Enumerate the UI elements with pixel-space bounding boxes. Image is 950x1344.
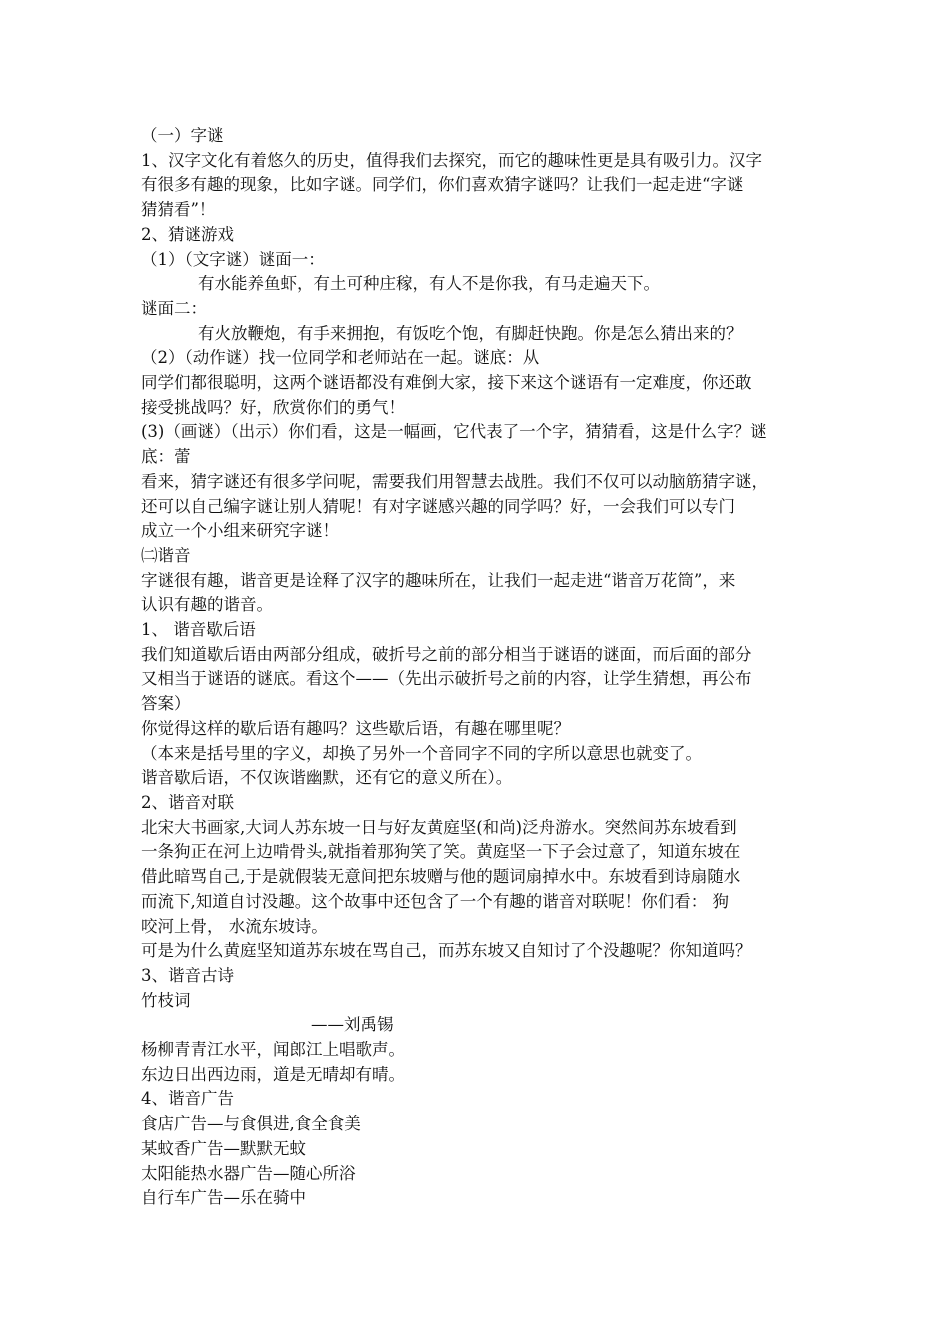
text-line: 我们知道歇后语由两部分组成，破折号之前的部分相当于谜语的谜面，而后面的部分 — [141, 644, 752, 664]
text-line: 又相当于谜语的谜底。看这个——（先出示破折号之前的内容，让学生猜想，再公布 — [141, 669, 752, 689]
text-line: 太阳能热水器广告—随心所浴 — [141, 1163, 356, 1183]
text-line: 咬河上骨， 水流东坡诗。 — [141, 916, 328, 936]
text-line: ——刘禹锡 — [311, 1015, 394, 1035]
text-line: 借此暗骂自己,于是就假装无意间把东坡赠与他的题词扇掉水中。东坡看到诗扇随水 — [141, 867, 741, 887]
text-line: 北宋大书画家,大词人苏东坡一日与好友黄庭坚(和尚)泛舟游水。突然间苏东坡看到 — [141, 817, 737, 837]
text-line: 2、猜谜游戏 — [141, 224, 234, 244]
text-line: 谜面二： — [141, 298, 207, 318]
text-line: ㈡谐音 — [141, 545, 191, 565]
text-line: 杨柳青青江水平，闻郎江上唱歌声。 — [141, 1040, 405, 1060]
text-line: 答案） — [141, 694, 191, 714]
text-line: (3)（画谜）（出示）你们看，这是一幅画，它代表了一个字，猜猜看，这是什么字？谜 — [141, 422, 767, 442]
text-line: 谐音歇后语，不仅诙谐幽默，还有它的意义所在）。 — [141, 768, 513, 788]
text-line: 接受挑战吗？好，欣赏你们的勇气！ — [141, 397, 405, 417]
text-line: 自行车广告—乐在骑中 — [141, 1188, 306, 1208]
text-line: 食店广告—与食俱进,食全食美 — [141, 1114, 361, 1134]
text-line: （本来是括号里的字义，却换了另外一个音同字不同的字所以意思也就变了。 — [141, 743, 702, 763]
text-line: 成立一个小组来研究字谜！ — [141, 521, 339, 541]
text-line: 猜猜看”！ — [141, 200, 216, 220]
text-line: 字谜很有趣，谐音更是诠释了汉字的趣味所在，让我们一起走进“谐音万花筒”，来 — [141, 570, 736, 590]
text-line: 可是为什么黄庭坚知道苏东坡在骂自己，而苏东坡又自知讨了个没趣呢？你知道吗？ — [141, 941, 752, 961]
text-line: 4、谐音广告 — [141, 1089, 234, 1109]
text-line: 东边日出西边雨，道是无晴却有晴。 — [141, 1064, 405, 1084]
text-line: 有水能养鱼虾，有土可种庄稼，有人不是你我，有马走遍天下。 — [198, 274, 660, 294]
text-line: 看来，猜字谜还有很多学问呢，需要我们用智慧去战胜。我们不仅可以动脑筋猜字谜， — [141, 471, 768, 491]
text-line: 有很多有趣的现象，比如字谜。同学们，你们喜欢猜字谜吗？让我们一起走进“字谜 — [141, 175, 744, 195]
text-line: 一条狗正在河上边啃骨头,就指着那狗笑了笑。黄庭坚一下子会过意了，知道东坡在 — [141, 842, 741, 862]
text-line: 同学们都很聪明，这两个谜语都没有难倒大家，接下来这个谜语有一定难度，你还敢 — [141, 373, 752, 393]
text-line: 竹枝词 — [141, 990, 191, 1010]
text-line: 1、 谐音歇后语 — [141, 620, 256, 640]
text-line: 认识有趣的谐音。 — [141, 595, 273, 615]
text-line: 3、谐音古诗 — [141, 965, 234, 985]
text-line: （1）（文字谜）谜面一： — [141, 249, 325, 269]
document-body — [141, 124, 841, 1211]
text-line: 底：蕾 — [141, 447, 191, 467]
text-line: 1、汉字文化有着悠久的历史，值得我们去探究，而它的趣味性更是具有吸引力。汉字 — [141, 150, 762, 170]
text-line: 有火放鞭炮，有手来拥抱，有饭吃个饱，有脚赶快跑。你是怎么猜出来的？ — [198, 323, 743, 343]
text-line: 还可以自己编字谜让别人猜呢！有对字谜感兴趣的同学吗？好，一会我们可以专门 — [141, 496, 735, 516]
text-line: （2）（动作谜）找一位同学和老师站在一起。谜底：从 — [141, 348, 540, 368]
text-line: 你觉得这样的歇后语有趣吗？这些歇后语，有趣在哪里呢？ — [141, 718, 570, 738]
text-line: 2、谐音对联 — [141, 792, 234, 812]
text-line: （一）字谜 — [141, 126, 224, 145]
text-line: 而流下,知道自讨没趣。这个故事中还包含了一个有趣的谐音对联呢！你们看： 狗 — [141, 891, 729, 911]
text-line: 某蚊香广告—默默无蚊 — [141, 1138, 306, 1158]
